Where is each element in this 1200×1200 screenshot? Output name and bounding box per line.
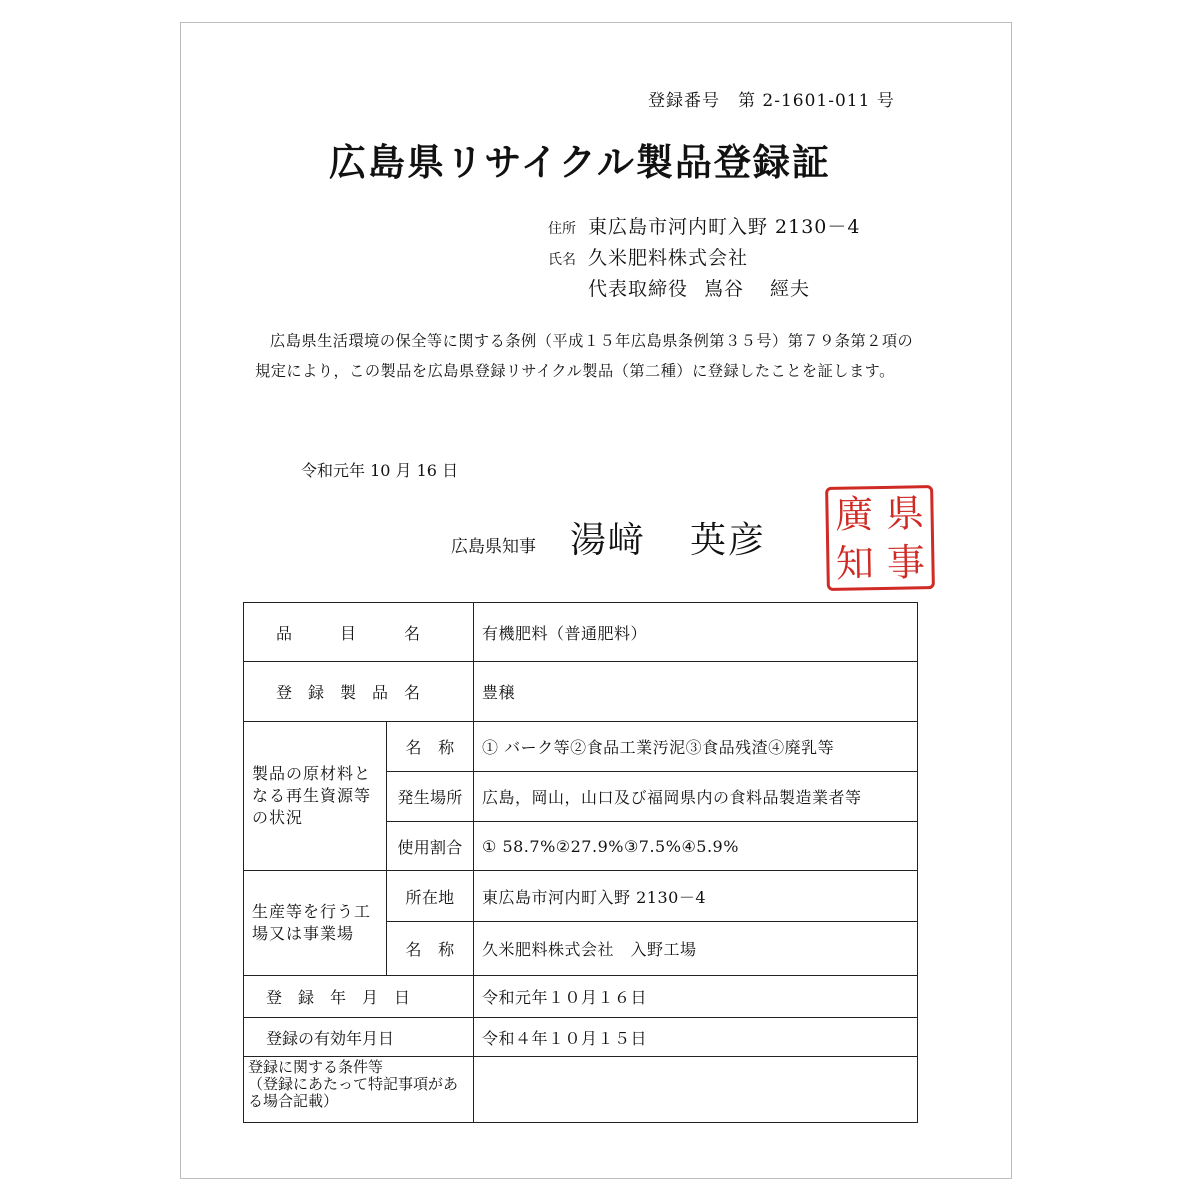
factory-name-label: 名 称	[387, 922, 474, 976]
product-label-cell	[244, 662, 474, 722]
valid-date-value: 令和４年１０月１５日	[474, 1018, 918, 1057]
reg-date-label-cell	[244, 976, 474, 1018]
representative-row	[588, 274, 860, 305]
valid-date-label-cell	[244, 1018, 474, 1057]
representative-family-name: 嶌谷	[704, 278, 745, 300]
item-value: 有機肥料（普通肥料）	[474, 603, 918, 662]
representative-given-name: 經夫	[770, 278, 811, 300]
materials-label: 製品の原材料となる再生資源等の状況	[244, 722, 387, 871]
page-title: 広島県リサイクル製品登録証	[329, 140, 831, 184]
factory-label: 生産等を行う工場又は事業場	[244, 871, 387, 976]
seal-char: 事	[886, 539, 926, 585]
table-row	[244, 976, 918, 1018]
name-label: 氏名	[548, 252, 576, 268]
item-label: 品 目 名	[276, 623, 421, 643]
reg-date-label: 登 録 年 月 日	[266, 988, 411, 1007]
factory-location-value: 東広島市河内町入野 2130－4	[474, 871, 918, 922]
registration-details-table	[243, 602, 918, 1123]
governor-family-name: 湯﨑	[570, 520, 647, 561]
factory-location-label: 所在地	[387, 871, 474, 922]
official-seal-stamp	[825, 485, 935, 591]
name-row	[548, 243, 860, 274]
seal-char: 県	[885, 490, 925, 536]
table-row	[244, 662, 918, 722]
applicant-block	[548, 212, 860, 305]
seal-char: 廣	[834, 491, 874, 537]
address-row	[548, 212, 860, 243]
company-name: 久米肥料株式会社	[588, 247, 749, 269]
conditions-value	[474, 1057, 918, 1123]
table-row	[244, 1018, 918, 1057]
materials-ratio-value: ① 58.7%②27.9%③7.5%④5.9%	[474, 822, 918, 871]
item-label-cell	[244, 603, 474, 662]
seal-char: 知	[835, 540, 875, 586]
representative-title: 代表取締役	[588, 278, 689, 300]
factory-name-value: 久米肥料株式会社 入野工場	[474, 922, 918, 976]
governor-signature	[451, 512, 766, 563]
product-label: 登 録 製 品 名	[276, 683, 421, 702]
issue-date: 令和元年 10 月 16 日	[301, 461, 459, 480]
materials-name-label: 名 称	[387, 722, 474, 772]
valid-date-label: 登録の有効年月日	[266, 1028, 395, 1048]
governor-given-name: 英彦	[690, 520, 767, 561]
certification-statement: 広島県生活環境の保全等に関する条例（平成１５年広島県条例第３５号）第７９条第２項の規定により，この製品を広島県登録リサイクル製品（第二種）に登録したことを証します。	[255, 332, 914, 380]
address-label: 住所	[548, 221, 576, 237]
table-row	[244, 871, 918, 922]
registration-number: 登録番号 第 2-1601-011 号	[648, 91, 895, 111]
table-row	[244, 722, 918, 772]
materials-name-value: ① バーク等②食品工業汚泥③食品残渣④廃乳等	[474, 722, 918, 772]
materials-origin-value: 広島，岡山，山口及び福岡県内の食料品製造業者等	[474, 772, 918, 822]
conditions-label: 登録に関する条件等 （登録にあたって特記事項がある場合記載）	[244, 1057, 474, 1123]
table-row	[244, 603, 918, 662]
governor-name	[570, 512, 766, 563]
materials-origin-label: 発生場所	[387, 772, 474, 822]
materials-ratio-label: 使用割合	[387, 822, 474, 871]
table-row	[244, 1057, 918, 1123]
governor-title: 広島県知事	[451, 537, 536, 557]
product-value: 豊穣	[474, 662, 918, 722]
reg-date-value: 令和元年１０月１６日	[474, 976, 918, 1018]
address-value: 東広島市河内町入野 2130－4	[588, 216, 861, 238]
